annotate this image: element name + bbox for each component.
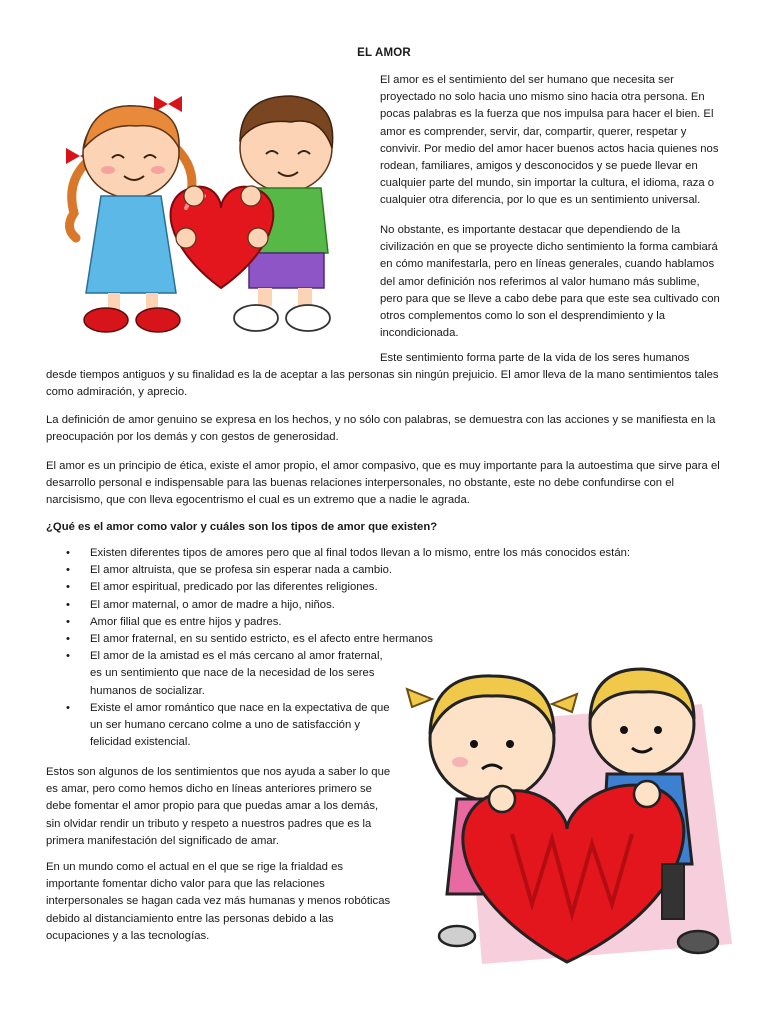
document-title: EL AMOR	[357, 47, 411, 59]
paragraph-ethics: El amor es un principio de ética, existe el amor propio, el amor compasivo, que es muy importante para la autoestima que sirve para el desarrollo personal e indispensable para las buenas relaciones interpersonales, no obstante, este no debe confundirse con el narcisismo, que con lleva egocentrismo el cual es un extremo que a nadie le agrada.	[46, 460, 720, 507]
paragraph-intro: El amor es el sentimiento del ser humano que necesita ser proyectado no solo hacia uno mismo sino hacia otra persona. En pocas palabras es la fuerza que nos impulsa para hacer el bien. El amor es comprender, servir, dar, compartir, querer, respetar y convivir. Por medio del amor hacer buenos actos hacia quienes nos rodean, familiares, amigos y desconocidos y se puede llevar en cualquier parte del mundo, sin importar la cultura, el idioma, raza o cualquier otra diferencia, por lo que es un sentimiento universal.	[380, 74, 719, 207]
cartoon-kids-with-big-heart-illustration	[402, 664, 747, 969]
list-item: • Existen diferentes tipos de amores pero que al final todos llevan a lo mismo, entre los más conocidos están:	[46, 545, 750, 562]
paragraph-genuine-love: La definición de amor genuino se expresa en los hechos, y no sólo con palabras, se demuestra con las acciones y se manifiesta en la preocupación por los demás y con gestos de generosidad.	[46, 414, 716, 444]
list-item: • Amor filial que es entre hijos y padres.	[46, 614, 446, 631]
paragraph-history-start: Este sentimiento forma parte de la vida de los seres humanos	[380, 352, 690, 364]
list-item: • El amor maternal, o amor de madre a hijo, niños.	[46, 597, 446, 614]
paragraph-modern-world: En un mundo como el actual en el que se rige la frialdad es importante fomentar dicho valor para que las relaciones interpersonales se hagan cada vez más humanas y menos robóticas debido al distanciamiento entre las personas debido a las ocupaciones y a las tecnologías.	[46, 861, 391, 942]
paragraph-self-love: Estos son algunos de los sentimientos que nos ayuda a saber lo que es amar, pero como hemos dicho en líneas anteriores primero se debe fomentar el amor propio para que puedas amar a los demás, sin olvidar rendir un tributo y respeto a nuestros padres que es la primera manifestación del significado de amar.	[46, 766, 391, 847]
paragraph-civilization: No obstante, es importante destacar que dependiendo de la civilización en que se proyecte dicho sentimiento la forma cambiará en cómo manifestarla, pero en líneas generales, cuando hablamos del amor definición nos referimos al valor humano más sublime, pero para que se lleve a cabo debe para que este sea cultivado con otros complementos como lo son el desprendimiento y la incondicionada.	[380, 224, 720, 340]
list-item: • El amor de la amistad es el más cercano al amor fraternal, es un sentimiento que nace de la necesidad de los seres humanos de socializar.	[46, 648, 390, 700]
list-item: • Existe el amor romántico que nace en la expectativa de que un ser humano cercano colme a uno de satisfacción y felicidad existencial.	[46, 700, 390, 752]
children-holding-heart-illustration	[46, 78, 366, 340]
list-item: • El amor altruista, que se profesa sin esperar nada a cambio.	[46, 562, 446, 579]
paragraph-history-rest: desde tiempos antiguos y su finalidad es la de aceptar a las personas sin ningún prejuicio. El amor lleva de la mano sentimientos tales como admiración, y aprecio.	[46, 369, 719, 399]
list-item: • El amor fraternal, en su sentido estricto, es el afecto entre hermanos	[46, 631, 446, 648]
section-question: ¿Qué es el amor como valor y cuáles son los tipos de amor que existen?	[46, 521, 438, 533]
love-types-list	[46, 545, 631, 751]
list-item: • El amor espiritual, predicado por las diferentes religiones.	[46, 579, 446, 596]
